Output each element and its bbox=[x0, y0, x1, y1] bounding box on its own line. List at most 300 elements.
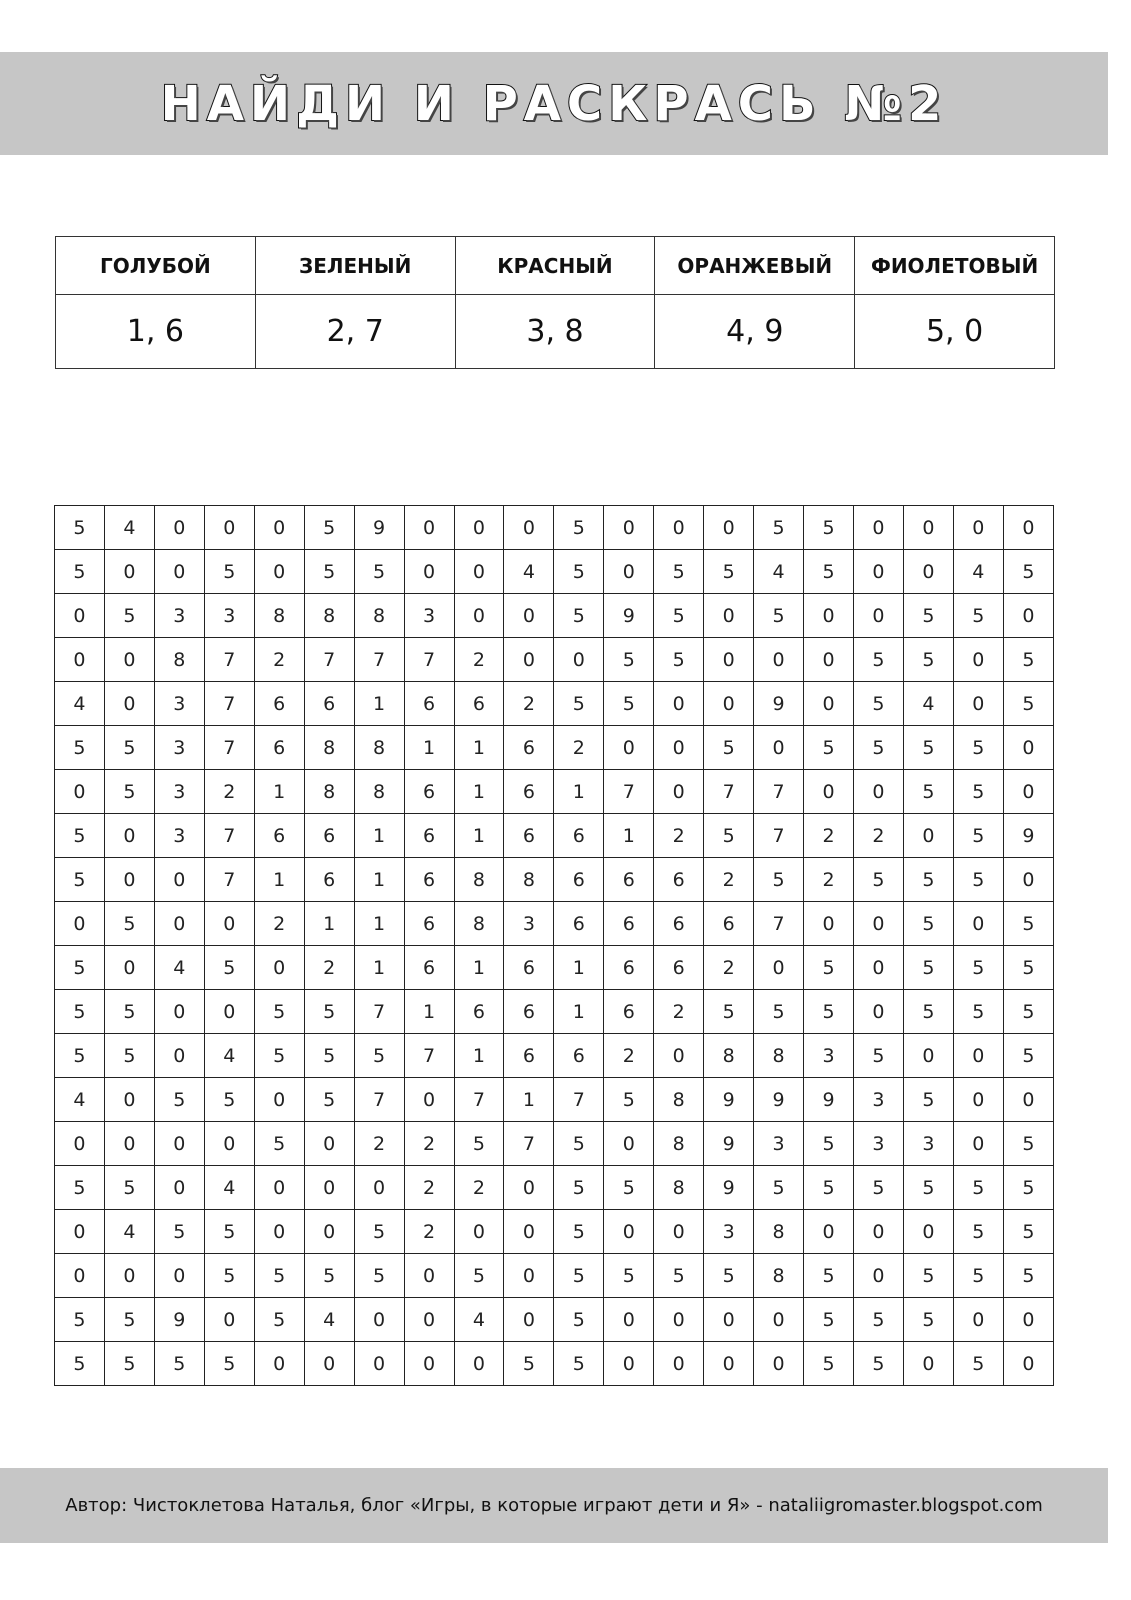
grid-cell: 9 bbox=[1003, 814, 1053, 858]
grid-cell: 7 bbox=[304, 638, 354, 682]
grid-cell: 5 bbox=[204, 1254, 254, 1298]
grid-cell: 3 bbox=[754, 1122, 804, 1166]
grid-cell: 0 bbox=[454, 594, 504, 638]
grid-cell: 0 bbox=[654, 1210, 704, 1254]
grid-cell: 5 bbox=[1003, 1122, 1053, 1166]
grid-cell: 0 bbox=[354, 1342, 404, 1386]
grid-cell: 5 bbox=[1003, 902, 1053, 946]
grid-cell: 1 bbox=[454, 1034, 504, 1078]
author-credit: Автор: Чистоклетова Наталья, блог «Игры, в которые играют дети и Я» - nataliigromaster.blogspot.com bbox=[65, 1495, 1043, 1516]
grid-cell: 6 bbox=[604, 858, 654, 902]
grid-cell: 5 bbox=[254, 1122, 304, 1166]
grid-cell: 7 bbox=[754, 902, 804, 946]
grid-cell: 4 bbox=[204, 1166, 254, 1210]
grid-cell: 0 bbox=[55, 1210, 105, 1254]
grid-cell: 6 bbox=[654, 902, 704, 946]
color-legend-table bbox=[55, 236, 1055, 369]
legend-color-name: ФИОЛЕТОВЫЙ bbox=[855, 237, 1055, 295]
grid-cell: 6 bbox=[604, 990, 654, 1034]
grid-cell: 5 bbox=[804, 1166, 854, 1210]
grid-cell: 0 bbox=[254, 550, 304, 594]
grid-cell: 0 bbox=[554, 638, 604, 682]
grid-cell: 5 bbox=[1003, 1034, 1053, 1078]
grid-cell: 5 bbox=[704, 1254, 754, 1298]
grid-cell: 5 bbox=[754, 506, 804, 550]
grid-cell: 0 bbox=[854, 990, 904, 1034]
grid-cell: 0 bbox=[704, 1342, 754, 1386]
grid-cell: 8 bbox=[754, 1210, 804, 1254]
grid-cell: 2 bbox=[504, 682, 554, 726]
grid-cell: 6 bbox=[504, 726, 554, 770]
grid-cell: 7 bbox=[554, 1078, 604, 1122]
grid-cell: 5 bbox=[804, 1342, 854, 1386]
grid-cell: 1 bbox=[604, 814, 654, 858]
page-title: НАЙДИ И РАСКРАСЬ №2 bbox=[160, 75, 948, 132]
grid-cell: 0 bbox=[704, 506, 754, 550]
grid-cell: 0 bbox=[953, 1122, 1003, 1166]
grid-cell: 0 bbox=[804, 638, 854, 682]
grid-cell: 5 bbox=[953, 990, 1003, 1034]
grid-cell: 0 bbox=[654, 1034, 704, 1078]
grid-cell: 2 bbox=[354, 1122, 404, 1166]
grid-cell: 7 bbox=[604, 770, 654, 814]
grid-cell: 0 bbox=[953, 1034, 1003, 1078]
grid-cell: 0 bbox=[1003, 594, 1053, 638]
grid-cell: 6 bbox=[404, 814, 454, 858]
grid-cell: 5 bbox=[804, 946, 854, 990]
grid-cell: 0 bbox=[104, 638, 154, 682]
grid-cell: 6 bbox=[654, 858, 704, 902]
grid-cell: 8 bbox=[654, 1078, 704, 1122]
grid-cell: 5 bbox=[854, 1166, 904, 1210]
grid-row bbox=[55, 682, 1054, 726]
grid-cell: 4 bbox=[204, 1034, 254, 1078]
grid-cell: 9 bbox=[154, 1298, 204, 1342]
grid-cell: 0 bbox=[854, 1254, 904, 1298]
grid-cell: 5 bbox=[754, 990, 804, 1034]
grid-cell: 5 bbox=[903, 858, 953, 902]
grid-cell: 0 bbox=[654, 1342, 704, 1386]
grid-row bbox=[55, 1298, 1054, 1342]
grid-cell: 5 bbox=[804, 1254, 854, 1298]
grid-cell: 5 bbox=[254, 1034, 304, 1078]
grid-cell: 5 bbox=[953, 594, 1003, 638]
grid-cell: 1 bbox=[554, 770, 604, 814]
grid-cell: 4 bbox=[55, 1078, 105, 1122]
grid-cell: 5 bbox=[554, 1254, 604, 1298]
grid-cell: 7 bbox=[354, 990, 404, 1034]
grid-cell: 5 bbox=[654, 594, 704, 638]
grid-cell: 2 bbox=[404, 1166, 454, 1210]
grid-cell: 5 bbox=[953, 770, 1003, 814]
grid-row bbox=[55, 1342, 1054, 1386]
grid-cell: 7 bbox=[754, 814, 804, 858]
grid-cell: 5 bbox=[55, 550, 105, 594]
grid-cell: 0 bbox=[104, 858, 154, 902]
grid-cell: 5 bbox=[953, 946, 1003, 990]
grid-cell: 0 bbox=[304, 1342, 354, 1386]
grid-cell: 1 bbox=[554, 990, 604, 1034]
grid-cell: 0 bbox=[854, 1210, 904, 1254]
grid-cell: 1 bbox=[554, 946, 604, 990]
grid-cell: 5 bbox=[504, 1342, 554, 1386]
grid-cell: 1 bbox=[354, 902, 404, 946]
grid-cell: 5 bbox=[854, 726, 904, 770]
grid-cell: 3 bbox=[154, 814, 204, 858]
grid-cell: 5 bbox=[554, 1342, 604, 1386]
grid-cell: 5 bbox=[903, 770, 953, 814]
grid-cell: 3 bbox=[154, 770, 204, 814]
grid-cell: 0 bbox=[354, 1166, 404, 1210]
grid-cell: 8 bbox=[454, 902, 504, 946]
grid-cell: 5 bbox=[854, 1034, 904, 1078]
grid-cell: 5 bbox=[704, 814, 754, 858]
grid-cell: 0 bbox=[1003, 1298, 1053, 1342]
grid-cell: 5 bbox=[554, 1166, 604, 1210]
grid-cell: 8 bbox=[304, 770, 354, 814]
grid-cell: 6 bbox=[404, 902, 454, 946]
grid-cell: 0 bbox=[254, 1078, 304, 1122]
grid-cell: 5 bbox=[55, 1298, 105, 1342]
grid-cell: 2 bbox=[704, 858, 754, 902]
grid-cell: 0 bbox=[654, 770, 704, 814]
grid-row bbox=[55, 594, 1054, 638]
grid-cell: 5 bbox=[304, 550, 354, 594]
grid-cell: 5 bbox=[953, 726, 1003, 770]
grid-cell: 0 bbox=[55, 1254, 105, 1298]
grid-cell: 5 bbox=[804, 506, 854, 550]
grid-cell: 7 bbox=[204, 726, 254, 770]
grid-cell: 0 bbox=[504, 594, 554, 638]
grid-cell: 1 bbox=[254, 858, 304, 902]
grid-cell: 5 bbox=[104, 1034, 154, 1078]
grid-cell: 3 bbox=[504, 902, 554, 946]
grid-cell: 0 bbox=[1003, 726, 1053, 770]
grid-row bbox=[55, 550, 1054, 594]
number-grid bbox=[54, 505, 1054, 1386]
grid-cell: 1 bbox=[354, 682, 404, 726]
grid-cell: 8 bbox=[504, 858, 554, 902]
grid-cell: 5 bbox=[154, 1078, 204, 1122]
grid-cell: 0 bbox=[204, 902, 254, 946]
grid-cell: 5 bbox=[55, 1166, 105, 1210]
grid-cell: 6 bbox=[404, 682, 454, 726]
grid-cell: 0 bbox=[654, 726, 704, 770]
grid-cell: 5 bbox=[55, 1034, 105, 1078]
grid-cell: 6 bbox=[604, 946, 654, 990]
grid-cell: 7 bbox=[404, 1034, 454, 1078]
grid-cell: 5 bbox=[654, 550, 704, 594]
grid-cell: 0 bbox=[254, 1342, 304, 1386]
grid-cell: 8 bbox=[354, 726, 404, 770]
grid-cell: 1 bbox=[454, 814, 504, 858]
grid-cell: 0 bbox=[504, 638, 554, 682]
grid-cell: 0 bbox=[704, 1298, 754, 1342]
grid-cell: 5 bbox=[554, 1210, 604, 1254]
grid-cell: 0 bbox=[903, 1034, 953, 1078]
grid-cell: 0 bbox=[454, 550, 504, 594]
grid-cell: 5 bbox=[854, 1342, 904, 1386]
grid-cell: 0 bbox=[953, 902, 1003, 946]
grid-cell: 9 bbox=[354, 506, 404, 550]
grid-cell: 3 bbox=[854, 1078, 904, 1122]
grid-cell: 1 bbox=[454, 946, 504, 990]
grid-cell: 6 bbox=[504, 946, 554, 990]
grid-cell: 0 bbox=[104, 550, 154, 594]
grid-cell: 8 bbox=[704, 1034, 754, 1078]
legend-numbers: 1, 6 bbox=[56, 295, 256, 369]
grid-cell: 5 bbox=[654, 638, 704, 682]
grid-cell: 0 bbox=[55, 1122, 105, 1166]
legend-color-name: ЗЕЛЕНЫЙ bbox=[255, 237, 455, 295]
grid-cell: 5 bbox=[104, 1342, 154, 1386]
grid-cell: 0 bbox=[454, 1210, 504, 1254]
grid-cell: 0 bbox=[154, 858, 204, 902]
grid-cell: 0 bbox=[604, 1342, 654, 1386]
grid-cell: 0 bbox=[854, 902, 904, 946]
grid-cell: 5 bbox=[903, 946, 953, 990]
grid-cell: 0 bbox=[654, 506, 704, 550]
grid-cell: 5 bbox=[204, 1210, 254, 1254]
grid-cell: 6 bbox=[704, 902, 754, 946]
grid-cell: 6 bbox=[554, 814, 604, 858]
footer-banner bbox=[0, 1468, 1108, 1543]
grid-cell: 7 bbox=[204, 814, 254, 858]
grid-row bbox=[55, 1166, 1054, 1210]
grid-cell: 5 bbox=[704, 726, 754, 770]
grid-cell: 2 bbox=[704, 946, 754, 990]
grid-cell: 5 bbox=[554, 550, 604, 594]
grid-cell: 7 bbox=[354, 638, 404, 682]
grid-cell: 0 bbox=[1003, 506, 1053, 550]
grid-cell: 7 bbox=[204, 682, 254, 726]
grid-cell: 7 bbox=[454, 1078, 504, 1122]
grid-cell: 9 bbox=[704, 1078, 754, 1122]
grid-cell: 9 bbox=[754, 682, 804, 726]
grid-cell: 5 bbox=[104, 1166, 154, 1210]
grid-cell: 5 bbox=[903, 638, 953, 682]
grid-cell: 6 bbox=[504, 1034, 554, 1078]
grid-cell: 0 bbox=[504, 1298, 554, 1342]
grid-cell: 0 bbox=[104, 1254, 154, 1298]
grid-cell: 6 bbox=[504, 770, 554, 814]
grid-cell: 0 bbox=[454, 1342, 504, 1386]
grid-cell: 5 bbox=[953, 1210, 1003, 1254]
grid-cell: 6 bbox=[404, 770, 454, 814]
grid-cell: 7 bbox=[504, 1122, 554, 1166]
grid-cell: 0 bbox=[903, 506, 953, 550]
grid-row bbox=[55, 638, 1054, 682]
legend-color-name: КРАСНЫЙ bbox=[455, 237, 655, 295]
grid-cell: 5 bbox=[55, 1342, 105, 1386]
grid-cell: 8 bbox=[154, 638, 204, 682]
grid-cell: 6 bbox=[604, 902, 654, 946]
grid-cell: 6 bbox=[404, 858, 454, 902]
grid-cell: 5 bbox=[104, 726, 154, 770]
grid-cell: 0 bbox=[154, 506, 204, 550]
grid-cell: 5 bbox=[204, 550, 254, 594]
grid-cell: 0 bbox=[254, 1166, 304, 1210]
grid-cell: 0 bbox=[304, 1122, 354, 1166]
grid-cell: 0 bbox=[204, 990, 254, 1034]
grid-cell: 2 bbox=[554, 726, 604, 770]
title-banner bbox=[0, 52, 1108, 155]
grid-cell: 2 bbox=[254, 902, 304, 946]
grid-cell: 0 bbox=[254, 946, 304, 990]
grid-cell: 0 bbox=[704, 682, 754, 726]
grid-cell: 5 bbox=[754, 594, 804, 638]
grid-cell: 5 bbox=[454, 1254, 504, 1298]
grid-row bbox=[55, 726, 1054, 770]
grid-cell: 0 bbox=[204, 1122, 254, 1166]
grid-cell: 7 bbox=[704, 770, 754, 814]
grid-cell: 2 bbox=[804, 814, 854, 858]
grid-cell: 5 bbox=[154, 1342, 204, 1386]
grid-cell: 6 bbox=[554, 1034, 604, 1078]
grid-cell: 5 bbox=[953, 1254, 1003, 1298]
grid-cell: 5 bbox=[754, 858, 804, 902]
grid-cell: 4 bbox=[104, 506, 154, 550]
grid-row bbox=[55, 902, 1054, 946]
grid-cell: 5 bbox=[304, 1254, 354, 1298]
grid-row bbox=[55, 946, 1054, 990]
grid-cell: 0 bbox=[504, 506, 554, 550]
grid-cell: 4 bbox=[454, 1298, 504, 1342]
grid-cell: 5 bbox=[704, 550, 754, 594]
grid-cell: 0 bbox=[154, 550, 204, 594]
grid-cell: 6 bbox=[454, 990, 504, 1034]
grid-row bbox=[55, 770, 1054, 814]
grid-cell: 0 bbox=[104, 682, 154, 726]
grid-cell: 6 bbox=[554, 858, 604, 902]
grid-cell: 0 bbox=[903, 814, 953, 858]
grid-cell: 5 bbox=[1003, 1166, 1053, 1210]
grid-cell: 5 bbox=[554, 1122, 604, 1166]
grid-cell: 0 bbox=[404, 1078, 454, 1122]
grid-cell: 2 bbox=[304, 946, 354, 990]
grid-cell: 6 bbox=[304, 858, 354, 902]
grid-cell: 0 bbox=[504, 1166, 554, 1210]
grid-cell: 0 bbox=[104, 946, 154, 990]
grid-cell: 5 bbox=[804, 990, 854, 1034]
legend-color-name: ГОЛУБОЙ bbox=[56, 237, 256, 295]
grid-cell: 4 bbox=[903, 682, 953, 726]
grid-cell: 0 bbox=[854, 550, 904, 594]
grid-cell: 2 bbox=[254, 638, 304, 682]
grid-cell: 5 bbox=[1003, 1210, 1053, 1254]
grid-cell: 5 bbox=[354, 1210, 404, 1254]
grid-cell: 0 bbox=[104, 814, 154, 858]
grid-cell: 0 bbox=[104, 1078, 154, 1122]
grid-cell: 2 bbox=[204, 770, 254, 814]
grid-cell: 0 bbox=[953, 1078, 1003, 1122]
grid-cell: 8 bbox=[354, 594, 404, 638]
grid-cell: 6 bbox=[654, 946, 704, 990]
grid-cell: 3 bbox=[154, 594, 204, 638]
grid-cell: 6 bbox=[504, 990, 554, 1034]
grid-cell: 5 bbox=[554, 1298, 604, 1342]
grid-cell: 5 bbox=[104, 594, 154, 638]
grid-cell: 5 bbox=[903, 594, 953, 638]
grid-cell: 6 bbox=[504, 814, 554, 858]
grid-cell: 5 bbox=[254, 990, 304, 1034]
grid-cell: 0 bbox=[754, 726, 804, 770]
grid-cell: 0 bbox=[854, 506, 904, 550]
grid-cell: 3 bbox=[903, 1122, 953, 1166]
grid-cell: 0 bbox=[1003, 1342, 1053, 1386]
grid-cell: 0 bbox=[953, 682, 1003, 726]
grid-cell: 6 bbox=[254, 814, 304, 858]
grid-cell: 5 bbox=[903, 1298, 953, 1342]
grid-cell: 5 bbox=[604, 1166, 654, 1210]
grid-cell: 8 bbox=[454, 858, 504, 902]
grid-cell: 0 bbox=[504, 1210, 554, 1254]
grid-cell: 6 bbox=[254, 682, 304, 726]
grid-cell: 6 bbox=[554, 902, 604, 946]
grid-cell: 7 bbox=[204, 638, 254, 682]
grid-cell: 0 bbox=[1003, 770, 1053, 814]
grid-cell: 0 bbox=[354, 1298, 404, 1342]
grid-cell: 5 bbox=[254, 1298, 304, 1342]
grid-row bbox=[55, 858, 1054, 902]
grid-cell: 5 bbox=[1003, 1254, 1053, 1298]
grid-cell: 5 bbox=[104, 902, 154, 946]
grid-cell: 5 bbox=[953, 814, 1003, 858]
grid-cell: 0 bbox=[55, 594, 105, 638]
grid-cell: 0 bbox=[104, 1122, 154, 1166]
grid-cell: 0 bbox=[953, 506, 1003, 550]
grid-cell: 3 bbox=[404, 594, 454, 638]
grid-cell: 6 bbox=[454, 682, 504, 726]
grid-cell: 5 bbox=[804, 1122, 854, 1166]
grid-cell: 5 bbox=[304, 990, 354, 1034]
grid-cell: 5 bbox=[903, 990, 953, 1034]
grid-cell: 0 bbox=[1003, 1078, 1053, 1122]
legend-color-name: ОРАНЖЕВЫЙ bbox=[655, 237, 855, 295]
grid-cell: 5 bbox=[554, 682, 604, 726]
grid-cell: 0 bbox=[754, 638, 804, 682]
grid-cell: 5 bbox=[1003, 946, 1053, 990]
grid-cell: 5 bbox=[854, 858, 904, 902]
grid-cell: 0 bbox=[704, 594, 754, 638]
grid-cell: 2 bbox=[854, 814, 904, 858]
legend-numbers: 3, 8 bbox=[455, 295, 655, 369]
grid-cell: 5 bbox=[704, 990, 754, 1034]
grid-cell: 0 bbox=[854, 594, 904, 638]
grid-cell: 5 bbox=[604, 1254, 654, 1298]
grid-cell: 5 bbox=[1003, 682, 1053, 726]
grid-cell: 5 bbox=[903, 726, 953, 770]
grid-cell: 5 bbox=[154, 1210, 204, 1254]
grid-cell: 1 bbox=[354, 858, 404, 902]
grid-cell: 0 bbox=[304, 1210, 354, 1254]
grid-cell: 0 bbox=[804, 682, 854, 726]
grid-row bbox=[55, 1254, 1054, 1298]
grid-cell: 0 bbox=[1003, 858, 1053, 902]
grid-cell: 4 bbox=[55, 682, 105, 726]
grid-cell: 0 bbox=[404, 506, 454, 550]
grid-cell: 3 bbox=[704, 1210, 754, 1254]
grid-cell: 5 bbox=[55, 946, 105, 990]
grid-cell: 5 bbox=[953, 1166, 1003, 1210]
grid-cell: 0 bbox=[154, 1166, 204, 1210]
grid-row bbox=[55, 1078, 1054, 1122]
grid-cell: 4 bbox=[953, 550, 1003, 594]
grid-cell: 5 bbox=[354, 1254, 404, 1298]
grid-cell: 0 bbox=[754, 1342, 804, 1386]
grid-cell: 5 bbox=[854, 682, 904, 726]
grid-cell: 8 bbox=[354, 770, 404, 814]
